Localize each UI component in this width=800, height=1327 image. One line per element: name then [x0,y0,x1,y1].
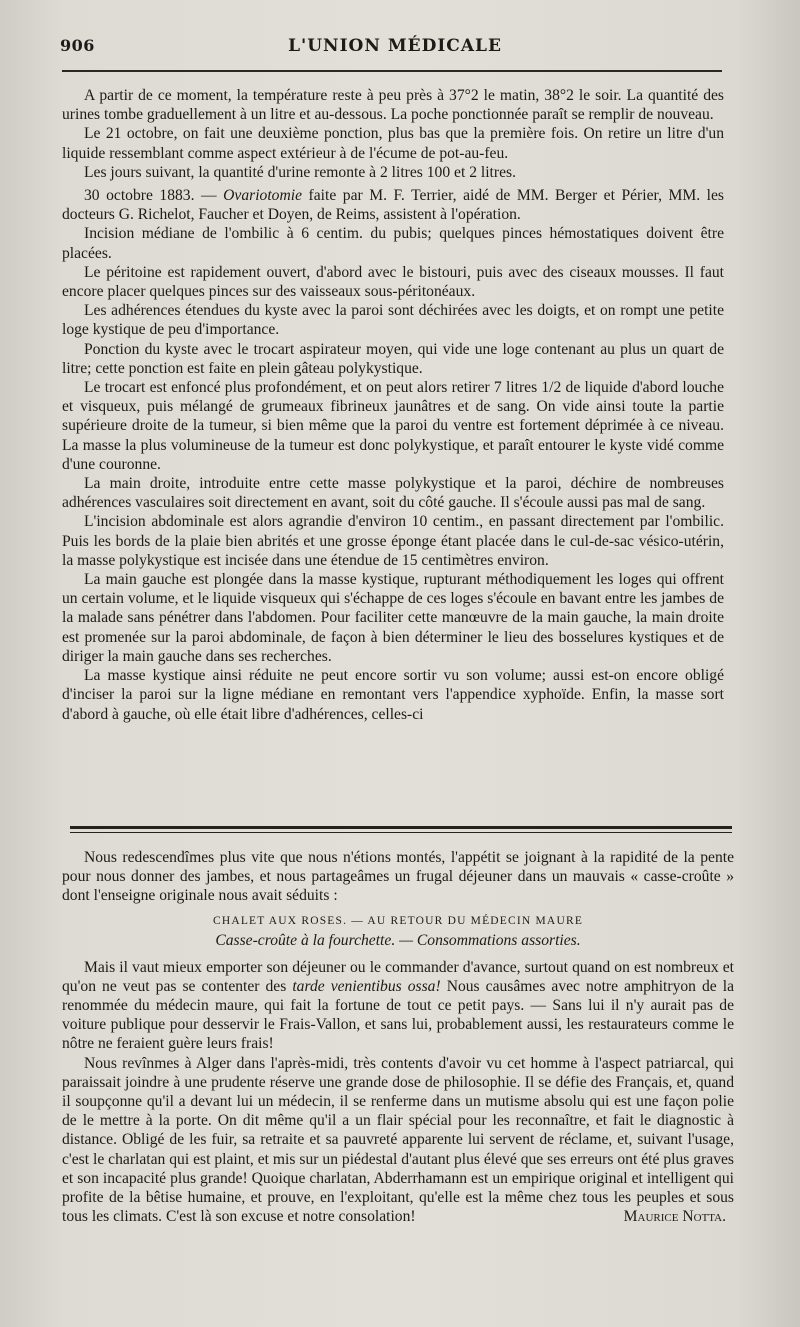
main-article [62,86,724,724]
paragraph: La main gauche est plongée dans la masse kystique, rupturant méthodiquement les loges qui offrent un certain volume, et le liquide visqueux qui s'échappe de ces loges s'écoule en bavant entre les jambes de la malade sans pénétrer dans l'abdomen. Pour faciliter cette manœuvre de la main gauche, la main droite est promenée sur la paroi abdominale, de façon à bien déterminer le lieu des bosselures kystiques et de diriger la main gauche dans ses recherches. [62,571,724,665]
running-title: L'UNION MÉDICALE [288,36,502,56]
header-rule [62,70,722,72]
inn-sign [62,912,734,950]
paragraph: La main droite, introduite entre cette masse polykystique et la paroi, déchire de nombreuses adhérences vasculaires soit directement en avant, soit du côté gauche. Il s'écoule aussi pas mal de sang. [62,475,724,512]
paragraph: Les adhérences étendues du kyste avec la paroi sont déchirées avec les doigts, et on rompt une petite loge kystique de peu d'importance. [62,302,724,339]
paragraph: Nous redescendîmes plus vite que nous n'étions montés, l'appétit se joignant à la rapidité de la pente pour nous donner des jambes, et nous partageâmes un frugal déjeuner dans un mauvais « casse-croûte » dont l'enseigne originale nous avait séduits : [62,849,734,905]
paragraph: A partir de ce moment, la température reste à peu près à 37°2 le matin, 38°2 le soir. La quantité des urines tombe graduellement à un litre et au-dessous. La poche ponctionnée paraît se remplir de nouveau. [62,87,724,124]
feuilleton-divider [70,826,732,833]
text-run: Mais il vaut mieux emporter son déjeuner ou le commander d'avance, surtout quand on est nombreux et qu'on ne veut pas se contenter des [62,958,734,995]
paragraph: La masse kystique ainsi réduite ne peut encore sortir vu son volume; aussi est-on encore obligé d'inciser la paroi sur la ligne médiane en remontant vers l'appendice xyphoïde. Enfin, la masse sort d'abord à gauche, où elle était libre d'adhérences, celles-ci [62,667,724,723]
operation-name: Ovariotomie [223,187,302,205]
paragraph [62,1054,734,1227]
feuilleton-article [62,848,734,1226]
paragraph: Le péritoine est rapidement ouvert, d'abord avec le bistouri, puis avec des ciseaux mousses. Il faut encore placer quelques pinces sur des vaisseaux sous-péritonéaux. [62,263,724,301]
paragraph [62,958,734,1054]
paragraph: Le 21 octobre, on fait une deuxième ponction, plus bas que la première fois. On retire un litre d'un liquide ressemblant comme aspect extérieur à de l'écume de pot-au-feu. [62,125,724,162]
text-run: Nous causâmes avec notre amphitryon de la renommée du médecin maure, qui fait la fortune de tout ce petit pays. — Sans lui il n'y aurait pas de voiture publique pour desservir le Frais-Vallon, et sans lui, probablement aussi, les restaurateurs comme le nôtre ne feraient guère leurs frais! [62,977,734,1053]
paragraph: Le trocart est enfoncé plus profondément, et on peut alors retirer 7 litres 1/2 de liquide d'abord louche et visqueux, puis mélangé de grumeaux fibrineux jaunâtres et de sang. On vide ainsi toute la partie supérieure droite de la tumeur, si bien même que la paroi du ventre est fortement déprimée à ce niveau. La masse la plus volumineuse de la tumeur est donc polykystique, et paraît entourer le kyste vidé comme d'une couronne. [62,379,724,473]
author-signature: Maurice Notta. [623,1208,726,1226]
page-number: 906 [60,36,95,55]
paragraph: Les jours suivant, la quantité d'urine remonte à 2 litres 100 et 2 litres. [84,163,516,181]
paragraph: Ponction du kyste avec le trocart aspirateur moyen, qui vide une loge contenant au plus un quart de litre; cette ponction est faite en plein gâteau polykystique. [62,340,724,377]
operation-date: 30 octobre 1883. — [84,187,224,205]
paragraph: Incision médiane de l'ombilic à 6 centim. du pubis; quelques pinces hémostatiques doivent être placées. [62,225,724,262]
paragraph: L'incision abdominale est alors agrandie d'environ 10 centim., en passant directement par l'ombilic. Puis les bords de la plaie bien abrités et une grosse éponge étant placée dans le cul-de-sac vésico-utérin, la masse polykystique est incisée dans une étendue de 15 centimètres environ. [62,513,724,569]
text-run: Nous revînmes à Alger dans l'après-midi, très contents d'avoir vu cet homme à l'aspect patriarcal, qui paraissait joindre à une prudente réserve une grande dose de philosophie. Il se défie des Français, et, quand il soupçonne qu'il a devant lui un médecin, il se renferme dans un mutisme absolu qui est une façon polie de le mettre à la porte. On dit même qu'il a un flair spécial pour les reconnaître, et fait le diagnostic à distance. Obligé de les fuir, sa retraite et sa pauvreté apparente lui servent de réclame, et, suivant l'usage, c'est le charlatan qui est plaint, et mis sur un piédestal d'autant plus élevé que ses erreurs ont été plus graves et son incapacité plus grande! Quoique charlatan, Abderrhamann est un empirique original et intelligent qui profite de la bêtise humaine, et prouve, en l'exploitant, qu'elle est la même chez tous les peuples et sous tous les climats. C'est là son excuse et notre consolation! [62,1054,734,1226]
inn-sign-title: CHALET AUX ROSES. — AU RETOUR DU MÉDECIN MAURE [212,914,584,927]
operation-team: faite par M. F. Terrier, aidé de MM. Berger et Périer, MM. les docteurs G. Richelot, Faucher et Doyen, de Reims, assistent à l'opération. [62,187,724,224]
latin-quote: tarde venientibus ossa! [292,977,441,995]
paragraph-operation-date [62,186,724,224]
page-header [60,36,730,60]
inn-sign-subtitle: Casse-croûte à la fourchette. — Consommations assorties. [215,931,581,949]
